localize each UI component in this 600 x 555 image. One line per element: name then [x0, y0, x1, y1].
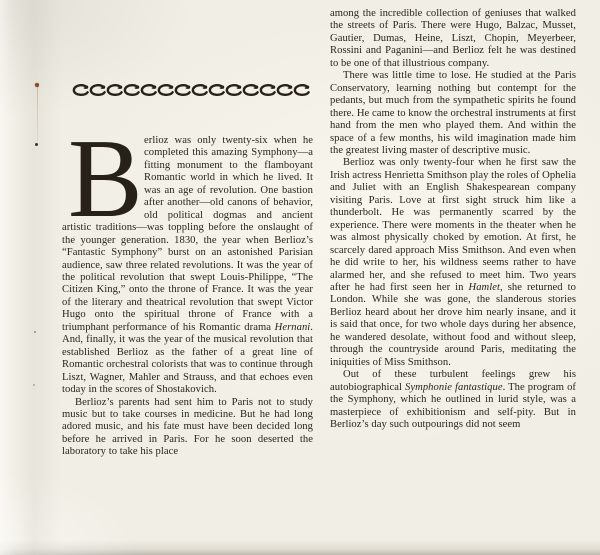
fleuron-scroll-icon	[208, 82, 225, 98]
paragraph: Berlioz was only twenty-four when he first saw the Irish actress Henrietta Smithson play the roles of Ophelia and Juliet with an English Shakespearean company visiting Paris. Love at first sight struck him like a thunderbolt. He was permanently scarred by the experience. There were moments in the theater when he was almost physically choked by emotion. At first, he scarcely dared approach Miss Smithson. And even when he did write to her, his wildness seems rather to have alarmed her, and she refused to meet him. Two years after he had first seen her in Hamlet, she returned to London. While she was gone, the slanderous stories Berlioz heard about her drove him nearly insane, and it is said that once, for two whole days during her absence, he wandered desolate, without food and without sleep, through the countryside around Paris, meditating the iniquities of Miss Smithson.	[330, 157, 576, 368]
paper-speck	[34, 331, 36, 333]
fleuron-scroll-icon	[123, 82, 140, 98]
fleuron-scroll-icon	[242, 82, 259, 98]
fleuron-scroll-icon	[293, 82, 310, 98]
paragraph: Berlioz was only twenty-six when he completed this amazing Symphony—a fitting monument to the flamboyant Romantic world in which he lived. It was an age of revolution. One bastion after another—old canons of behavior, old political dogmas and ancient artistic traditions—was toppling before the onslaught of the younger generation. 1830, the year when Berlioz’s “Fantastic Symphony” burst on an astonished Parisian audience, saw three related revolutions. It was the year of the political revolution that swept Louis-Philippe, “The Citizen King,” onto the throne of France. It was the year of the literary and theatrical revolution that swept Victor Hugo onto the spiritual throne of France with a triumphant performance of his Romantic drama Hernani. And, finally, it was the year of the musical revolution that established Berlioz as the father of a great line of Romantic orchestral colorists that was to continue through Liszt, Wagner, Mahler and Strauss, and that echoes even today in the scores of Shostakovich.	[62, 117, 313, 396]
paragraph: There was little time to lose. He studied at the Paris Conservatory, learning nothing but contempt for the pedants, but much from the sympathetic spirits he found there. He came to know the orchestral instruments at first hand from the men who played them. And within the space of a few months, his wild imagination made him the greatest living master of descriptive music.	[330, 70, 576, 156]
paper-crease	[37, 87, 38, 141]
fleuron-scroll-icon	[72, 82, 89, 98]
paragraph: Out of these turbulent feelings grew his autobiographical Symphonie fantastique. The program of the Symphony, which he outlined in lurid style, was a masterpiece of exhibitionism and self-pity. But in Berlioz’s day such outpourings did not seem	[330, 369, 577, 430]
fleuron-scroll-icon	[174, 82, 191, 98]
ornament-row	[72, 82, 313, 98]
paragraph: among the incredible collection of geniuses that walked the streets of Paris. There were Hugo, Balzac, Musset, Gautier, Dumas, Heine, Liszt, Chopin, Meyerbeer, Rossini and Paganini—and Berlioz felt he was destined to be one of that illustrious company.	[330, 8, 576, 69]
paper-speck	[35, 143, 38, 146]
fleuron-scroll-icon	[276, 82, 293, 98]
drop-cap-letter: B	[68, 117, 143, 241]
fleuron-scroll-icon	[191, 82, 208, 98]
fleuron-scroll-icon	[259, 82, 276, 98]
fleuron-scroll-icon	[89, 82, 106, 98]
left-column-text	[62, 117, 313, 459]
fleuron-scroll-icon	[140, 82, 157, 98]
fleuron-scroll-icon	[106, 82, 123, 98]
left-column	[62, 82, 313, 459]
paper-speck	[33, 384, 35, 386]
fleuron-scroll-icon	[157, 82, 174, 98]
right-column-text	[330, 8, 576, 431]
paragraph: Berlioz’s parents had sent him to Paris not to study music but to take courses in medicine. But he had long adored music, and his fate must have been decided long before he arrived in Paris. For he soon deserted the laboratory to take his place	[62, 396, 313, 458]
right-column	[330, 8, 576, 431]
fleuron-scroll-icon	[225, 82, 242, 98]
